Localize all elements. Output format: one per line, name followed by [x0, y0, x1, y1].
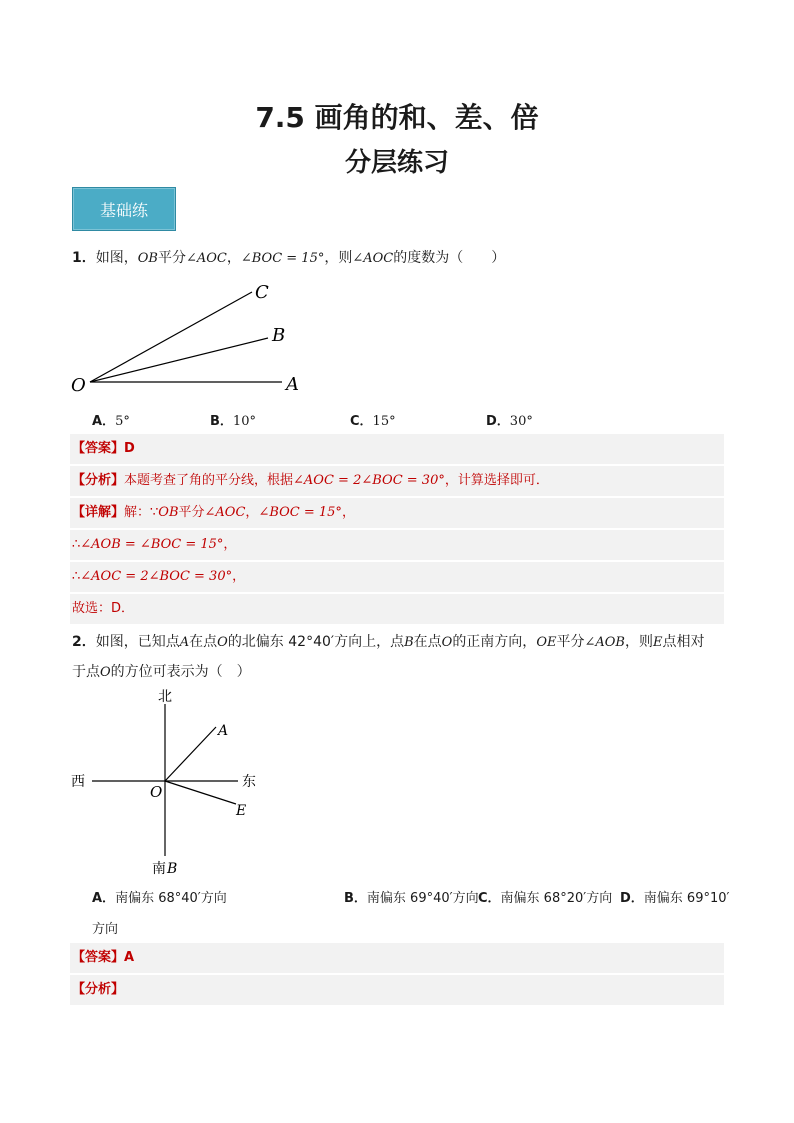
detail-step-1: ∴∠AOB = ∠BOC = 15°， — [70, 530, 724, 560]
analysis-row-2: 【分析】 — [70, 975, 724, 1005]
question-1-number: 1． — [72, 250, 96, 266]
question-2-number: 2． — [72, 634, 96, 650]
option-d[interactable]: D．南偏东 69°10′ — [620, 891, 730, 906]
option-b[interactable]: B．10° — [210, 414, 256, 429]
option-c[interactable]: C．南偏东 68°20′方向 — [478, 891, 613, 906]
page-subtitle: 分层练习 — [344, 148, 449, 178]
choose-row: 故选：D． — [70, 594, 724, 624]
question-2-figure — [66, 684, 276, 880]
question-2-stem: 2．如图，已知点A在点O的北偏东 42°40′方向上，点B在点O的正南方向，OE平分∠AOB，则E点相对 于点O的方位可表示为（ ） — [72, 634, 705, 680]
label-o: O — [71, 375, 86, 396]
question-1-figure — [60, 278, 320, 398]
label-east: 东 — [242, 774, 256, 790]
label-e: E — [236, 803, 247, 819]
option-a[interactable]: A．5° — [92, 414, 130, 429]
label-b: B — [272, 325, 286, 346]
option-b[interactable]: B．南偏东 69°40′方向 — [344, 891, 479, 906]
section-badge: 基础练 — [72, 187, 176, 231]
ray-oe — [165, 781, 236, 804]
label-a: A — [286, 374, 299, 395]
answer-row-2: 【答案】A — [70, 943, 724, 973]
label-south: 南 — [152, 861, 166, 877]
label-north: 北 — [158, 689, 172, 705]
option-d[interactable]: D．30° — [486, 414, 533, 429]
question-1-stem: 1．如图，OB平分∠AOC，∠BOC = 15°，则∠AOC的度数为（ ） — [72, 250, 506, 266]
detail-step-2: ∴∠AOC = 2∠BOC = 30°， — [70, 562, 724, 592]
option-c[interactable]: C．15° — [350, 414, 396, 429]
label-west: 西 — [71, 774, 85, 790]
page-title: 7.5 画角的和、差、倍 — [255, 101, 539, 134]
ray-oc — [90, 292, 252, 382]
analysis-row: 【分析】本题考查了角的平分线，根据∠AOC = 2∠BOC = 30°，计算选择即可． — [70, 466, 724, 496]
ray-ob — [90, 338, 268, 382]
label-o: O — [150, 783, 163, 801]
label-c: C — [255, 282, 269, 303]
answer-row: 【答案】D — [70, 434, 724, 464]
label-b: B — [167, 861, 178, 877]
label-a: A — [218, 723, 229, 739]
detail-row: 【详解】解：∵OB平分∠AOC，∠BOC = 15°， — [70, 498, 724, 528]
option-a[interactable]: A．南偏东 68°40′方向 — [92, 891, 227, 906]
ray-oa — [165, 727, 216, 781]
